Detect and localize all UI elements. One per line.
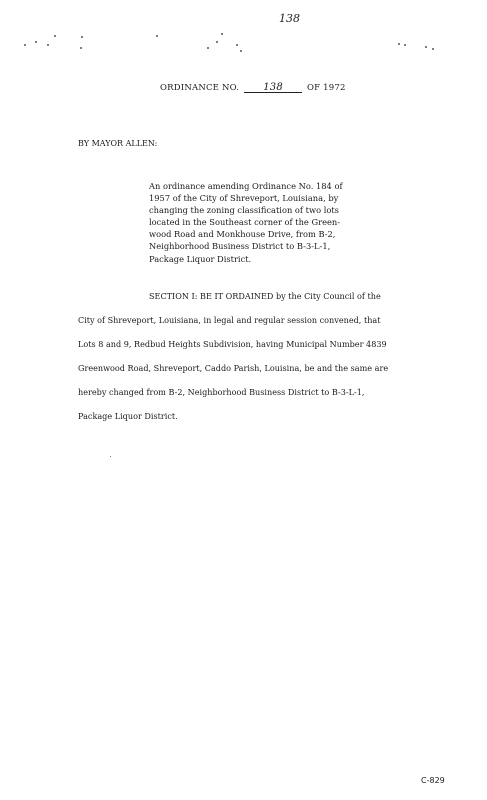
summary-line: Neighborhood Business District to B-3-L-1, bbox=[149, 241, 331, 252]
title-suffix: OF 1972 bbox=[307, 83, 346, 93]
summary-line: changing the zoning classification of two lots bbox=[149, 205, 339, 216]
summary-line: 1957 of the City of Shreveport, Louisiana, by bbox=[149, 193, 339, 204]
handwritten-page-number: 138 bbox=[279, 12, 300, 25]
section-line: Lots 8 and 9, Redbud Heights Subdivision, having Municipal Number 4839 bbox=[78, 339, 387, 349]
section-line: SECTION I: BE IT ORDAINED by the City Council of the bbox=[149, 291, 381, 301]
summary-line: An ordinance amending Ordinance No. 184 of bbox=[149, 181, 343, 191]
section-line: Greenwood Road, Shreveport, Caddo Parish, Louisina, be and the same are bbox=[78, 363, 389, 373]
section-line: City of Shreveport, Louisiana, in legal and regular session convened, that bbox=[78, 315, 381, 325]
summary-line: located in the Southeast corner of the Green- bbox=[149, 217, 341, 228]
ordinance-summary bbox=[149, 180, 379, 265]
summary-line: Package Liquor District. bbox=[149, 253, 252, 264]
ordinance-number: 138 bbox=[244, 83, 302, 93]
page-code: C-829 bbox=[421, 776, 445, 785]
author-line: BY MAYOR ALLEN: bbox=[78, 139, 158, 148]
summary-line: wood Road and Monkhouse Drive, from B-2, bbox=[149, 229, 336, 240]
title-prefix: ORDINANCE NO. bbox=[160, 83, 240, 93]
ordinance-title bbox=[160, 83, 360, 93]
section-line: hereby changed from B-2, Neighborhood Business District to B-3-L-1, bbox=[78, 387, 365, 397]
section-line: Package Liquor District. bbox=[78, 411, 178, 421]
